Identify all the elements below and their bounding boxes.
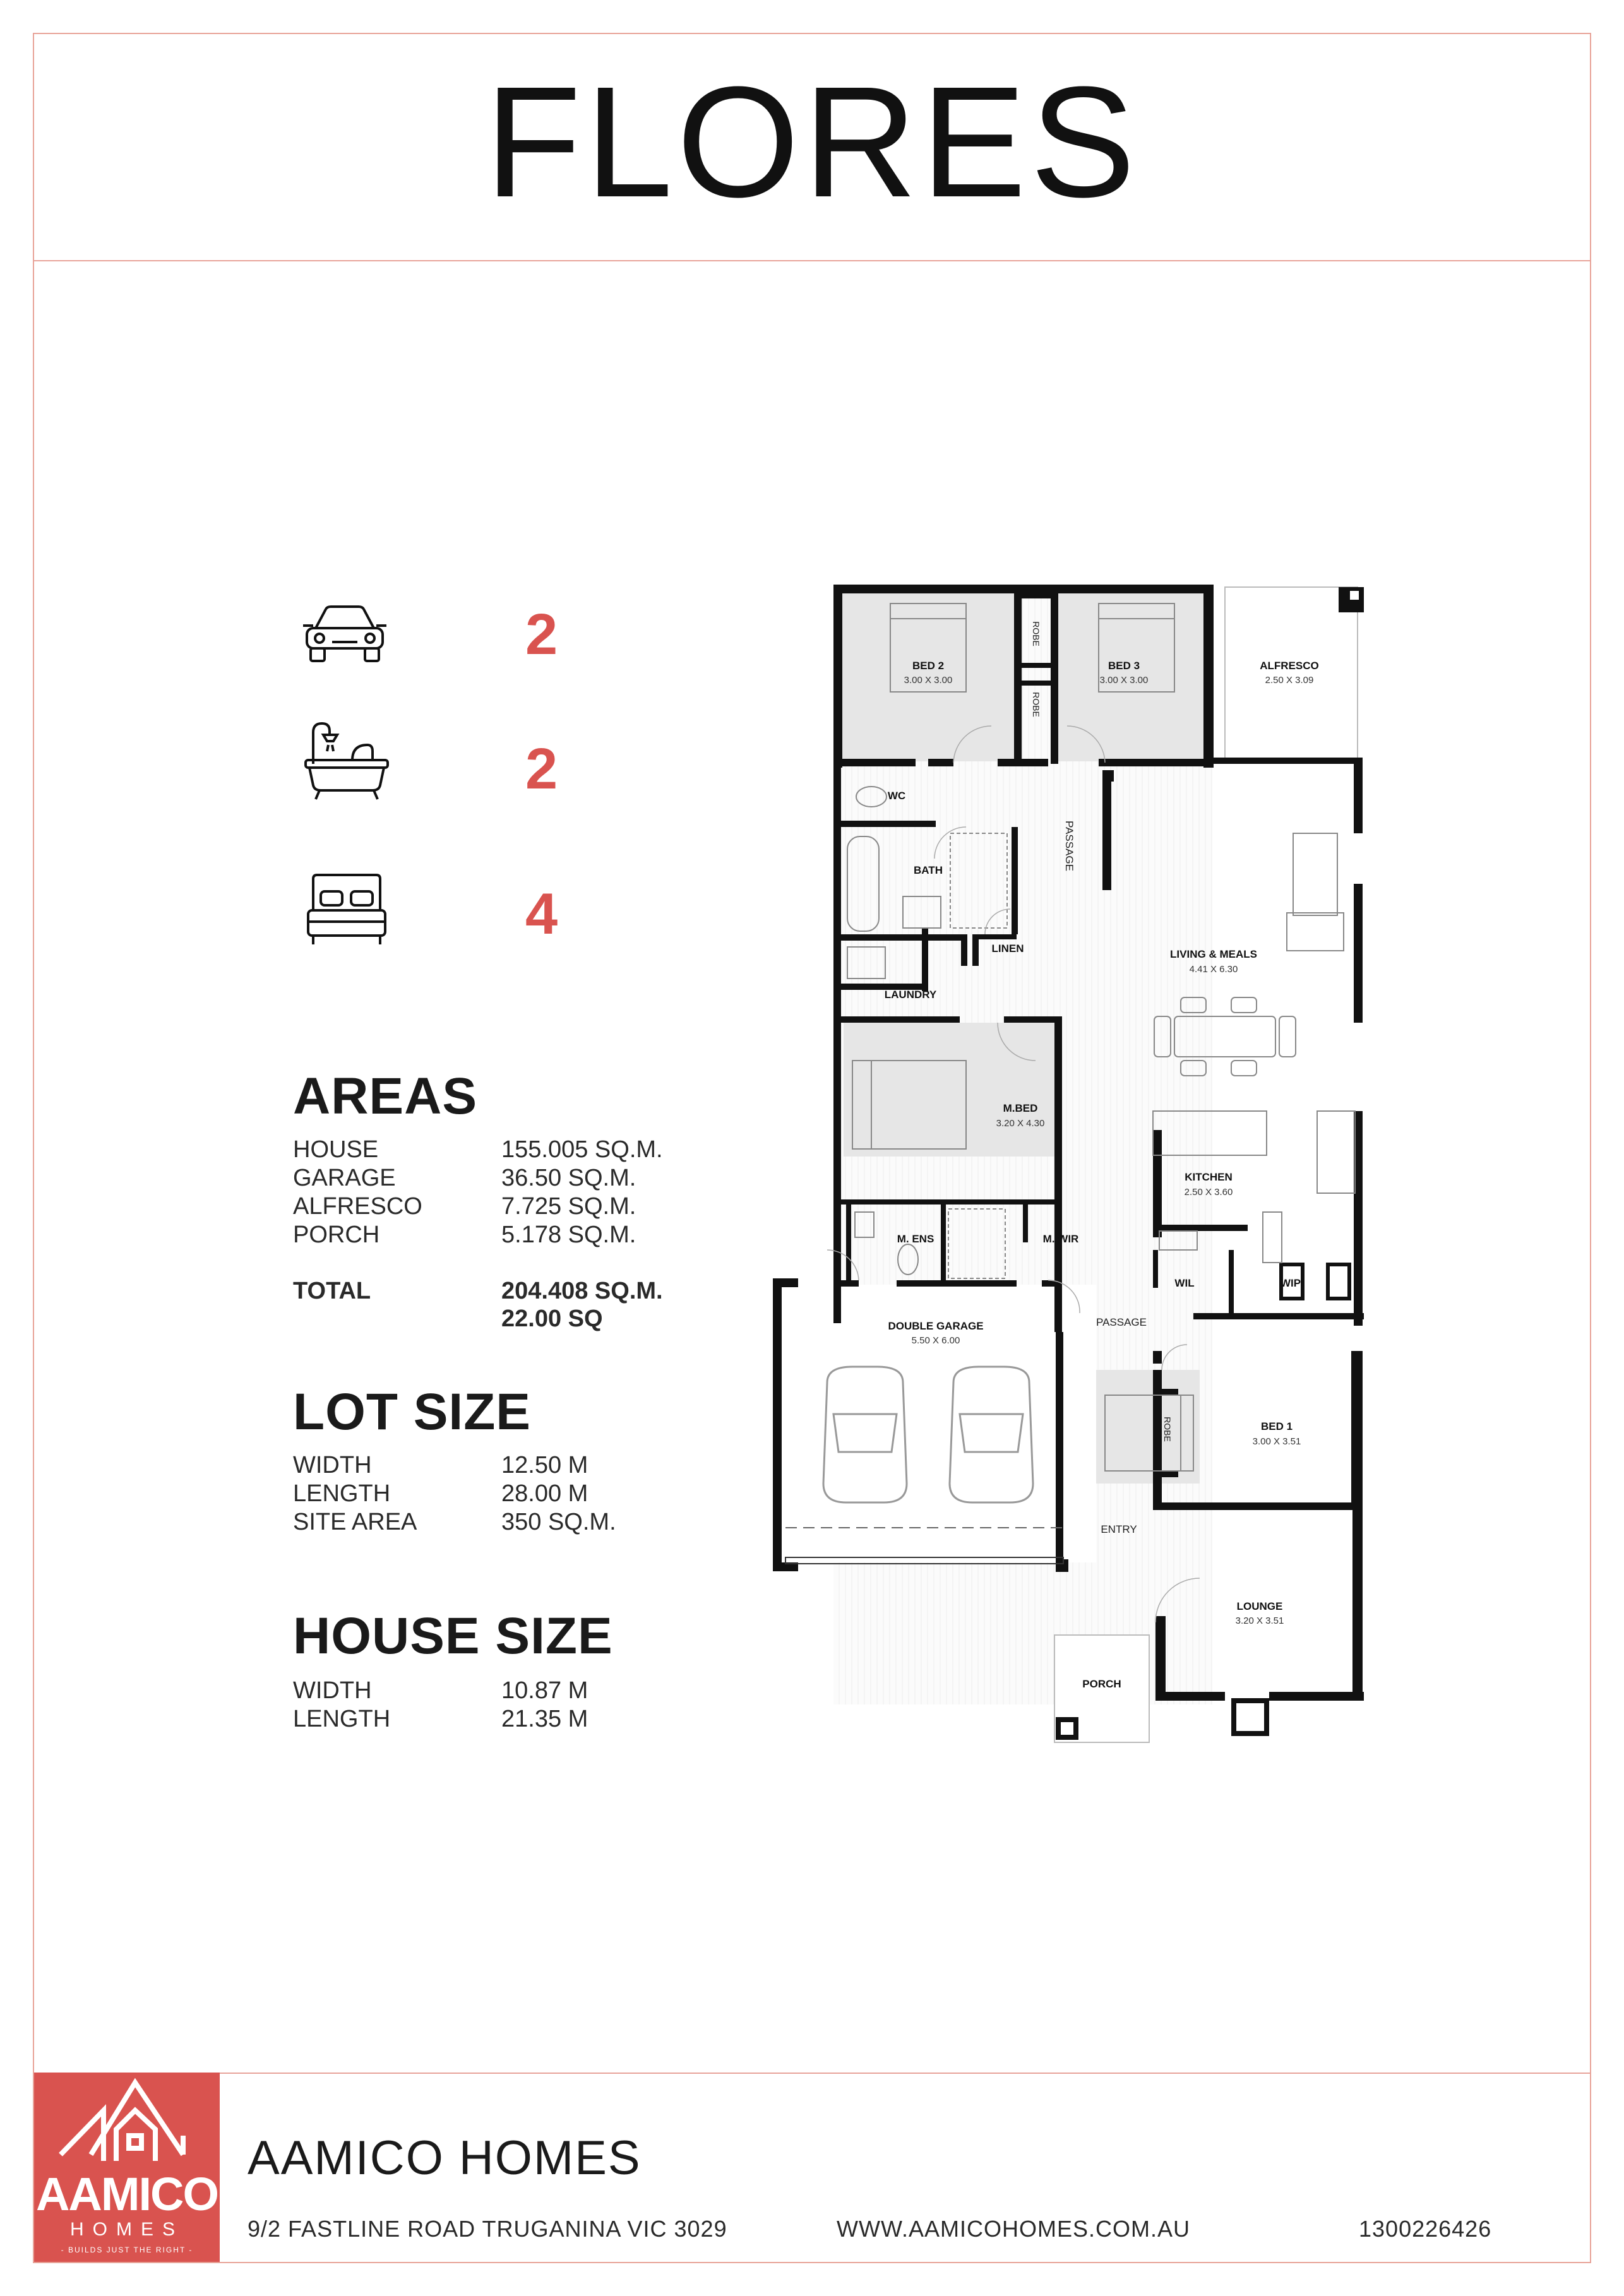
house-label: WIDTH bbox=[293, 1677, 372, 1704]
mens-label: M. ENS bbox=[897, 1233, 934, 1245]
area-value: 5.178 SQ.M. bbox=[501, 1222, 636, 1248]
living-size: 4.41 X 6.30 bbox=[1189, 964, 1238, 975]
total-value: 204.408 SQ.M. bbox=[501, 1278, 663, 1304]
linen-label: LINEN bbox=[991, 943, 1024, 955]
mwir-label: M. WIR bbox=[1042, 1233, 1079, 1245]
areas-squares-row bbox=[293, 1304, 735, 1333]
logo-sub-text: HOMES bbox=[69, 2219, 184, 2240]
kitchen-size: 2.50 X 3.60 bbox=[1184, 1187, 1233, 1198]
logo-tagline: - BUILDS JUST THE RIGHT - bbox=[61, 2245, 193, 2254]
lounge-label: LOUNGE bbox=[1236, 1600, 1283, 1612]
area-value: 7.725 SQ.M. bbox=[501, 1193, 636, 1220]
wil-label: WIL bbox=[1174, 1277, 1195, 1289]
company-phone[interactable]: 1300226426 bbox=[1359, 2216, 1492, 2242]
alfresco-size: 2.50 X 3.09 bbox=[1265, 675, 1314, 686]
mbed-label: M.BED bbox=[1003, 1102, 1038, 1114]
area-value: 36.50 SQ.M. bbox=[501, 1165, 636, 1191]
company-address: 9/2 FASTLINE ROAD TRUGANINA VIC 3029 bbox=[248, 2216, 727, 2242]
entry-label: ENTRY bbox=[1101, 1523, 1137, 1535]
wc-label: WC bbox=[887, 790, 906, 802]
company-name: AAMICO HOMES bbox=[248, 2131, 642, 2185]
bed1-size: 3.00 X 3.51 bbox=[1252, 1436, 1301, 1447]
bathtub-icon bbox=[304, 720, 390, 805]
area-label: ALFRESCO bbox=[293, 1193, 422, 1220]
garage-size: 5.50 X 6.00 bbox=[911, 1335, 960, 1346]
logo-main-text: AAMICO bbox=[35, 2168, 218, 2220]
garage-label: DOUBLE GARAGE bbox=[888, 1320, 984, 1332]
bathroom-count: 2 bbox=[525, 737, 558, 801]
footer-divider bbox=[33, 2073, 1591, 2074]
company-website[interactable]: WWW.AAMICOHOMES.COM.AU bbox=[837, 2216, 1190, 2242]
house-value: 21.35 M bbox=[501, 1706, 588, 1732]
robe-bed2-label: ROBE bbox=[1031, 621, 1041, 646]
car-icon bbox=[302, 603, 387, 669]
laundry-label: LAUNDRY bbox=[884, 989, 937, 1001]
area-label: GARAGE bbox=[293, 1165, 396, 1191]
lounge-size: 3.20 X 3.51 bbox=[1235, 1615, 1284, 1626]
mbed-room bbox=[844, 1023, 1058, 1157]
area-value: 155.005 SQ.M. bbox=[501, 1136, 663, 1163]
plan-title: FLORES bbox=[484, 54, 1140, 230]
house-row bbox=[293, 1704, 735, 1734]
wip-label: WIP bbox=[1280, 1277, 1301, 1289]
bedroom-count: 4 bbox=[525, 882, 558, 946]
porch-label: PORCH bbox=[1082, 1678, 1121, 1690]
bed2-size: 3.00 X 3.00 bbox=[904, 675, 953, 686]
areas-row bbox=[293, 1163, 735, 1193]
lot-label: SITE AREA bbox=[293, 1509, 417, 1535]
alfresco-label: ALFRESCO bbox=[1260, 660, 1319, 672]
area-label: PORCH bbox=[293, 1222, 380, 1248]
areas-heading: AREAS bbox=[293, 1068, 478, 1125]
floor-plan bbox=[745, 568, 1389, 1771]
living-label: LIVING & MEALS bbox=[1170, 948, 1257, 960]
bed2-label: BED 2 bbox=[912, 660, 945, 672]
alfresco-area bbox=[1225, 587, 1358, 761]
area-label: HOUSE bbox=[293, 1136, 379, 1163]
lot-row bbox=[293, 1451, 735, 1480]
bed-icon bbox=[306, 872, 388, 950]
lot-value: 28.00 M bbox=[501, 1480, 588, 1507]
robe-bed1-label: ROBE bbox=[1162, 1417, 1173, 1442]
lot-value: 350 SQ.M. bbox=[501, 1509, 616, 1535]
areas-row bbox=[293, 1220, 735, 1249]
house-value: 10.87 M bbox=[501, 1677, 588, 1704]
passage-upper-label: PASSAGE bbox=[1063, 821, 1075, 871]
passage-lower-label: PASSAGE bbox=[1096, 1316, 1147, 1328]
lot-row bbox=[293, 1508, 735, 1537]
house-row bbox=[293, 1676, 735, 1705]
bath-label: BATH bbox=[914, 864, 943, 876]
lot-size-heading: LOT SIZE bbox=[293, 1383, 531, 1441]
total-label: TOTAL bbox=[293, 1278, 371, 1304]
bed3-label: BED 3 bbox=[1108, 660, 1140, 672]
kitchen-label: KITCHEN bbox=[1185, 1171, 1233, 1183]
total-squares: 22.00 SQ bbox=[501, 1306, 603, 1332]
garage-count: 2 bbox=[525, 602, 558, 667]
house-size-heading: HOUSE SIZE bbox=[293, 1607, 613, 1665]
house-label: LENGTH bbox=[293, 1706, 391, 1732]
company-logo bbox=[34, 2073, 220, 2262]
lot-row bbox=[293, 1479, 735, 1508]
header-divider bbox=[33, 260, 1591, 261]
areas-total-row bbox=[293, 1276, 735, 1306]
areas-row bbox=[293, 1135, 735, 1164]
areas-row bbox=[293, 1192, 735, 1221]
lot-label: LENGTH bbox=[293, 1480, 391, 1507]
bed3-size: 3.00 X 3.00 bbox=[1099, 675, 1149, 686]
robe-bed3-label: ROBE bbox=[1031, 692, 1041, 717]
lot-value: 12.50 M bbox=[501, 1452, 588, 1478]
bed1-label: BED 1 bbox=[1260, 1420, 1293, 1432]
mbed-size: 3.20 X 4.30 bbox=[996, 1118, 1045, 1129]
lot-label: WIDTH bbox=[293, 1452, 372, 1478]
